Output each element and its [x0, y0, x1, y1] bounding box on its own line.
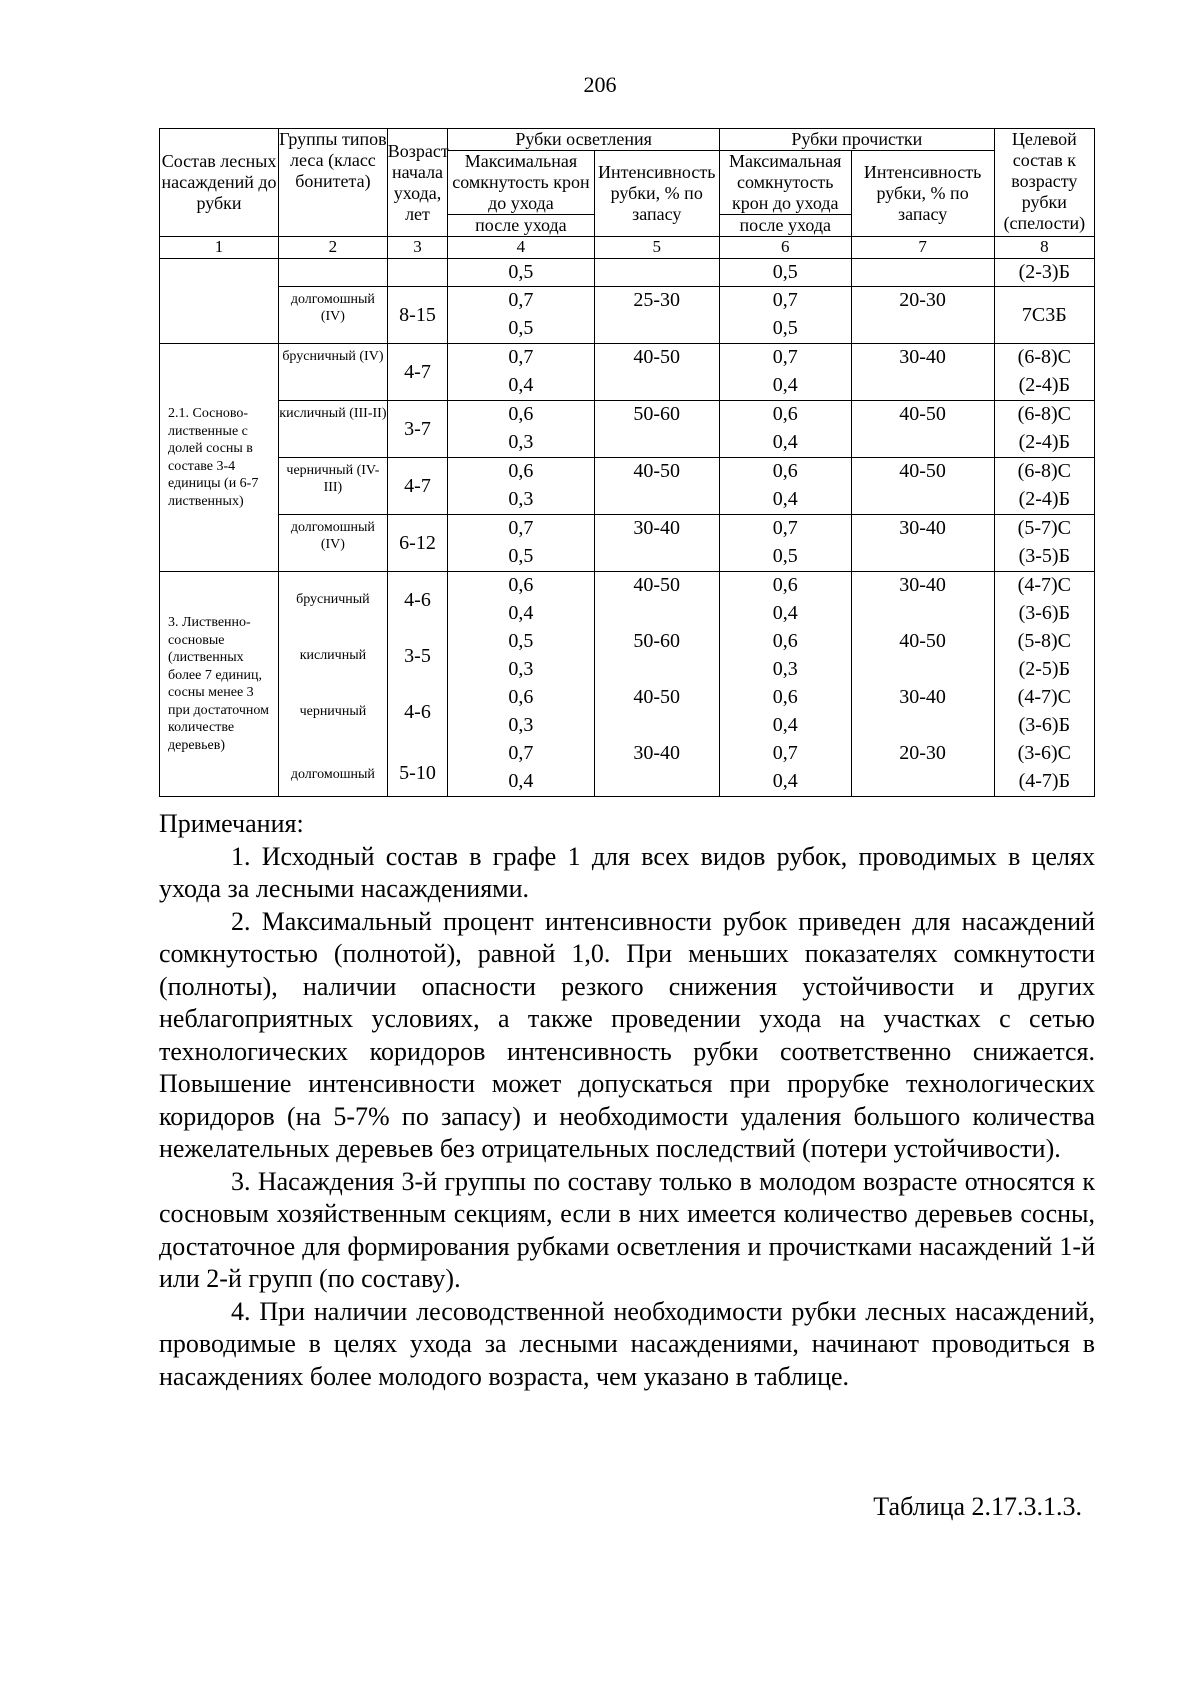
- table-reference: Таблица 2.17.3.1.3.: [873, 1492, 1082, 1521]
- cell: 40-50: [851, 401, 994, 458]
- age: 5-10: [399, 762, 436, 784]
- col-number: 1: [160, 237, 279, 259]
- cell: 0,6: [508, 686, 534, 708]
- header-after-cleaning: после ухода: [719, 215, 851, 237]
- cell: 0,4: [508, 374, 534, 396]
- cell: 0,3: [508, 714, 534, 736]
- forest-type: черничный (IV-III): [279, 458, 388, 515]
- cell: 0,5: [448, 259, 594, 287]
- cell: (2-4)Б: [1018, 488, 1071, 510]
- cell: 40-50: [633, 574, 681, 596]
- cell: (3-6)Б: [1018, 602, 1071, 624]
- cell: (5-7)С: [1017, 517, 1071, 539]
- header-composition: Состав лесных насаждений до рубки: [160, 129, 279, 237]
- forest-type: кисличный: [299, 648, 367, 663]
- cell: (2-5)Б: [1018, 658, 1071, 680]
- cell: 0,3: [508, 488, 534, 510]
- cell: (4-7)Б: [1018, 770, 1071, 792]
- cell: 0,6: [772, 460, 798, 482]
- note-item: 2. Максимальный процент интенсивности рубок приведен для насаждений сомкнутостью (полнотой), равной 1,0. При меньших показателях сомкнутости (полноты), наличии опасности резкого снижения устойчивости и других неблагоприятных условиях, а также проведении ухода на участках с сетью технологических коридоров интенсивность рубки соответственно снижается. Повышение интенсивности может допускаться при прорубке технологических коридоров (на 5-7% по запасу) и необходимости удаления большого количества нежелательных деревьев без отрицательных последствий (потери устойчивости).: [159, 906, 1095, 1163]
- age: 4-6: [404, 589, 431, 611]
- header-target-composition: Целевой состав к возрасту рубки (спелости): [994, 129, 1094, 237]
- cell: 0,5: [719, 259, 851, 287]
- forest-type: брусничный (IV): [279, 344, 388, 401]
- forest-type: кисличный (III-II): [279, 401, 388, 458]
- header-intensity-cleaning: Интенсивность рубки, % по запасу: [851, 151, 994, 237]
- cell: 20-30: [851, 287, 994, 344]
- cell: 0,4: [508, 602, 534, 624]
- col-number: 6: [719, 237, 851, 259]
- age: 4-7: [387, 458, 448, 515]
- col-number: 7: [851, 237, 994, 259]
- cell: (6-8)С: [1017, 403, 1071, 425]
- col-number: 3: [387, 237, 448, 259]
- group-label: 2.1. Сосново-лиственные с долей сосны в составе 3-4 единицы (и 6-7 лиственных): [160, 344, 279, 572]
- cell: 0,4: [508, 770, 534, 792]
- notes: [159, 808, 1095, 1393]
- age: 4-6: [404, 701, 431, 723]
- table-row: [160, 344, 1095, 401]
- cell: (2-3)Б: [994, 259, 1094, 287]
- table-row: [160, 572, 1095, 797]
- forest-type: черничный: [299, 704, 367, 719]
- cell: 0,6: [772, 574, 798, 596]
- cell: 40-50: [851, 458, 994, 515]
- age: 3-5: [404, 645, 431, 667]
- forest-type: долгомошный (IV): [279, 515, 388, 572]
- age: 3-7: [387, 401, 448, 458]
- cell: 0,5: [508, 545, 534, 567]
- group-label: 3. Лиственно-сосновые (лиственных более 7 единиц, сосны менее 3 при достаточном количестве деревьев): [160, 572, 279, 797]
- header-max-density-clearing: Максимальная сомкнутость крон до ухода: [448, 151, 594, 215]
- cell: (2-4)Б: [1018, 374, 1071, 396]
- cell: 0,4: [772, 431, 798, 453]
- cell: 0,5: [508, 630, 534, 652]
- age: 4-7: [387, 344, 448, 401]
- age: 8-15: [387, 287, 448, 344]
- cell: 40-50: [594, 344, 719, 401]
- col-number: 4: [448, 237, 594, 259]
- cell: 0,4: [772, 374, 798, 396]
- header-age: Возраст начала ухода, лет: [387, 129, 448, 237]
- forest-type: долгомошный (IV): [279, 287, 388, 344]
- header-intensity-clearing: Интенсивность рубки, % по запасу: [594, 151, 719, 237]
- cell: 30-40: [899, 686, 946, 708]
- table-row: [160, 458, 1095, 515]
- cell: 50-60: [633, 630, 681, 652]
- cell: (4-7)С: [1017, 686, 1071, 708]
- cell: 0,7: [508, 346, 534, 368]
- header-max-density-cleaning: Максимальная сомкнутость крон до ухода: [719, 151, 851, 215]
- note-item: 1. Исходный состав в графе 1 для всех видов рубок, проводимых в целях ухода за лесными насаждениями.: [159, 841, 1095, 903]
- cell: 0,4: [772, 488, 798, 510]
- cell: (5-8)С: [1017, 630, 1071, 652]
- cell: 30-40: [594, 515, 719, 572]
- cell: 7С3Б: [994, 287, 1094, 344]
- header-forest-type: Группы типов леса (класс бонитета): [279, 129, 388, 237]
- cell: 0,5: [508, 317, 534, 339]
- cell: (3-5)Б: [1018, 545, 1071, 567]
- table-row: [160, 515, 1095, 572]
- cell: 0,6: [508, 574, 534, 596]
- cell: 0,7: [508, 517, 534, 539]
- cell: (2-4)Б: [1018, 431, 1071, 453]
- col-number: 5: [594, 237, 719, 259]
- group-cell-empty: [160, 259, 279, 344]
- cell: 30-40: [851, 515, 994, 572]
- cell: 50-60: [594, 401, 719, 458]
- cell: 30-40: [899, 574, 946, 596]
- cell: 0,3: [508, 658, 534, 680]
- thinning-table: [159, 128, 1095, 797]
- cell: 0,4: [772, 770, 798, 792]
- cell: 30-40: [633, 742, 681, 764]
- cell: 40-50: [633, 686, 681, 708]
- col-number: 8: [994, 237, 1094, 259]
- cell: 0,3: [772, 658, 798, 680]
- cell: 0,6: [508, 403, 534, 425]
- age: 6-12: [387, 515, 448, 572]
- forest-type: долгомошный: [290, 767, 375, 782]
- cell: 25-30: [594, 287, 719, 344]
- header-cleaning: Рубки прочистки: [719, 129, 994, 151]
- notes-heading: Примечания:: [159, 809, 304, 838]
- cell: 40-50: [899, 630, 946, 652]
- cell: 0,7: [508, 289, 534, 311]
- cell: 0,3: [508, 431, 534, 453]
- col-number: 2: [279, 237, 388, 259]
- cell: 0,6: [772, 686, 798, 708]
- forest-type: брусничный: [296, 592, 370, 607]
- table-row: [160, 259, 1095, 287]
- cell: 20-30: [899, 742, 946, 764]
- page-number: 206: [583, 72, 617, 97]
- cell: 0,4: [772, 602, 798, 624]
- cell: 40-50: [594, 458, 719, 515]
- header-clearing: Рубки осветления: [448, 129, 720, 151]
- cell: (4-7)С: [1017, 574, 1071, 596]
- cell: 0,6: [508, 460, 534, 482]
- table-row: [160, 287, 1095, 344]
- cell: 0,7: [772, 289, 798, 311]
- cell: 0,7: [508, 742, 534, 764]
- cell: 0,6: [772, 630, 798, 652]
- cell: 0,5: [772, 317, 798, 339]
- cell: (6-8)С: [1017, 346, 1071, 368]
- cell: 0,7: [772, 346, 798, 368]
- note-item: 3. Насаждения 3-й группы по составу только в молодом возрасте относятся к сосновым хозяйственным секциям, если в них имеется количество деревьев сосны, достаточное для формирования рубками осветления и прочистками насаждений 1-й или 2-й групп (по составу).: [159, 1166, 1095, 1293]
- cell: 0,4: [772, 714, 798, 736]
- cell: (6-8)С: [1017, 460, 1071, 482]
- cell: 0,6: [772, 403, 798, 425]
- cell: (3-6)С: [1017, 742, 1071, 764]
- cell: 30-40: [851, 344, 994, 401]
- header-after-clearing: после ухода: [448, 215, 594, 237]
- cell: 0,7: [772, 517, 798, 539]
- cell: 0,5: [772, 545, 798, 567]
- note-item: 4. При наличии лесоводственной необходимости рубки лесных насаждений, проводимые в целях ухода за лесными насаждениями, начинают проводиться в насаждениях более молодого возраста, чем указано в таблице.: [159, 1296, 1095, 1391]
- cell: (3-6)Б: [1018, 714, 1071, 736]
- cell: 0,7: [772, 742, 798, 764]
- table-row: [160, 401, 1095, 458]
